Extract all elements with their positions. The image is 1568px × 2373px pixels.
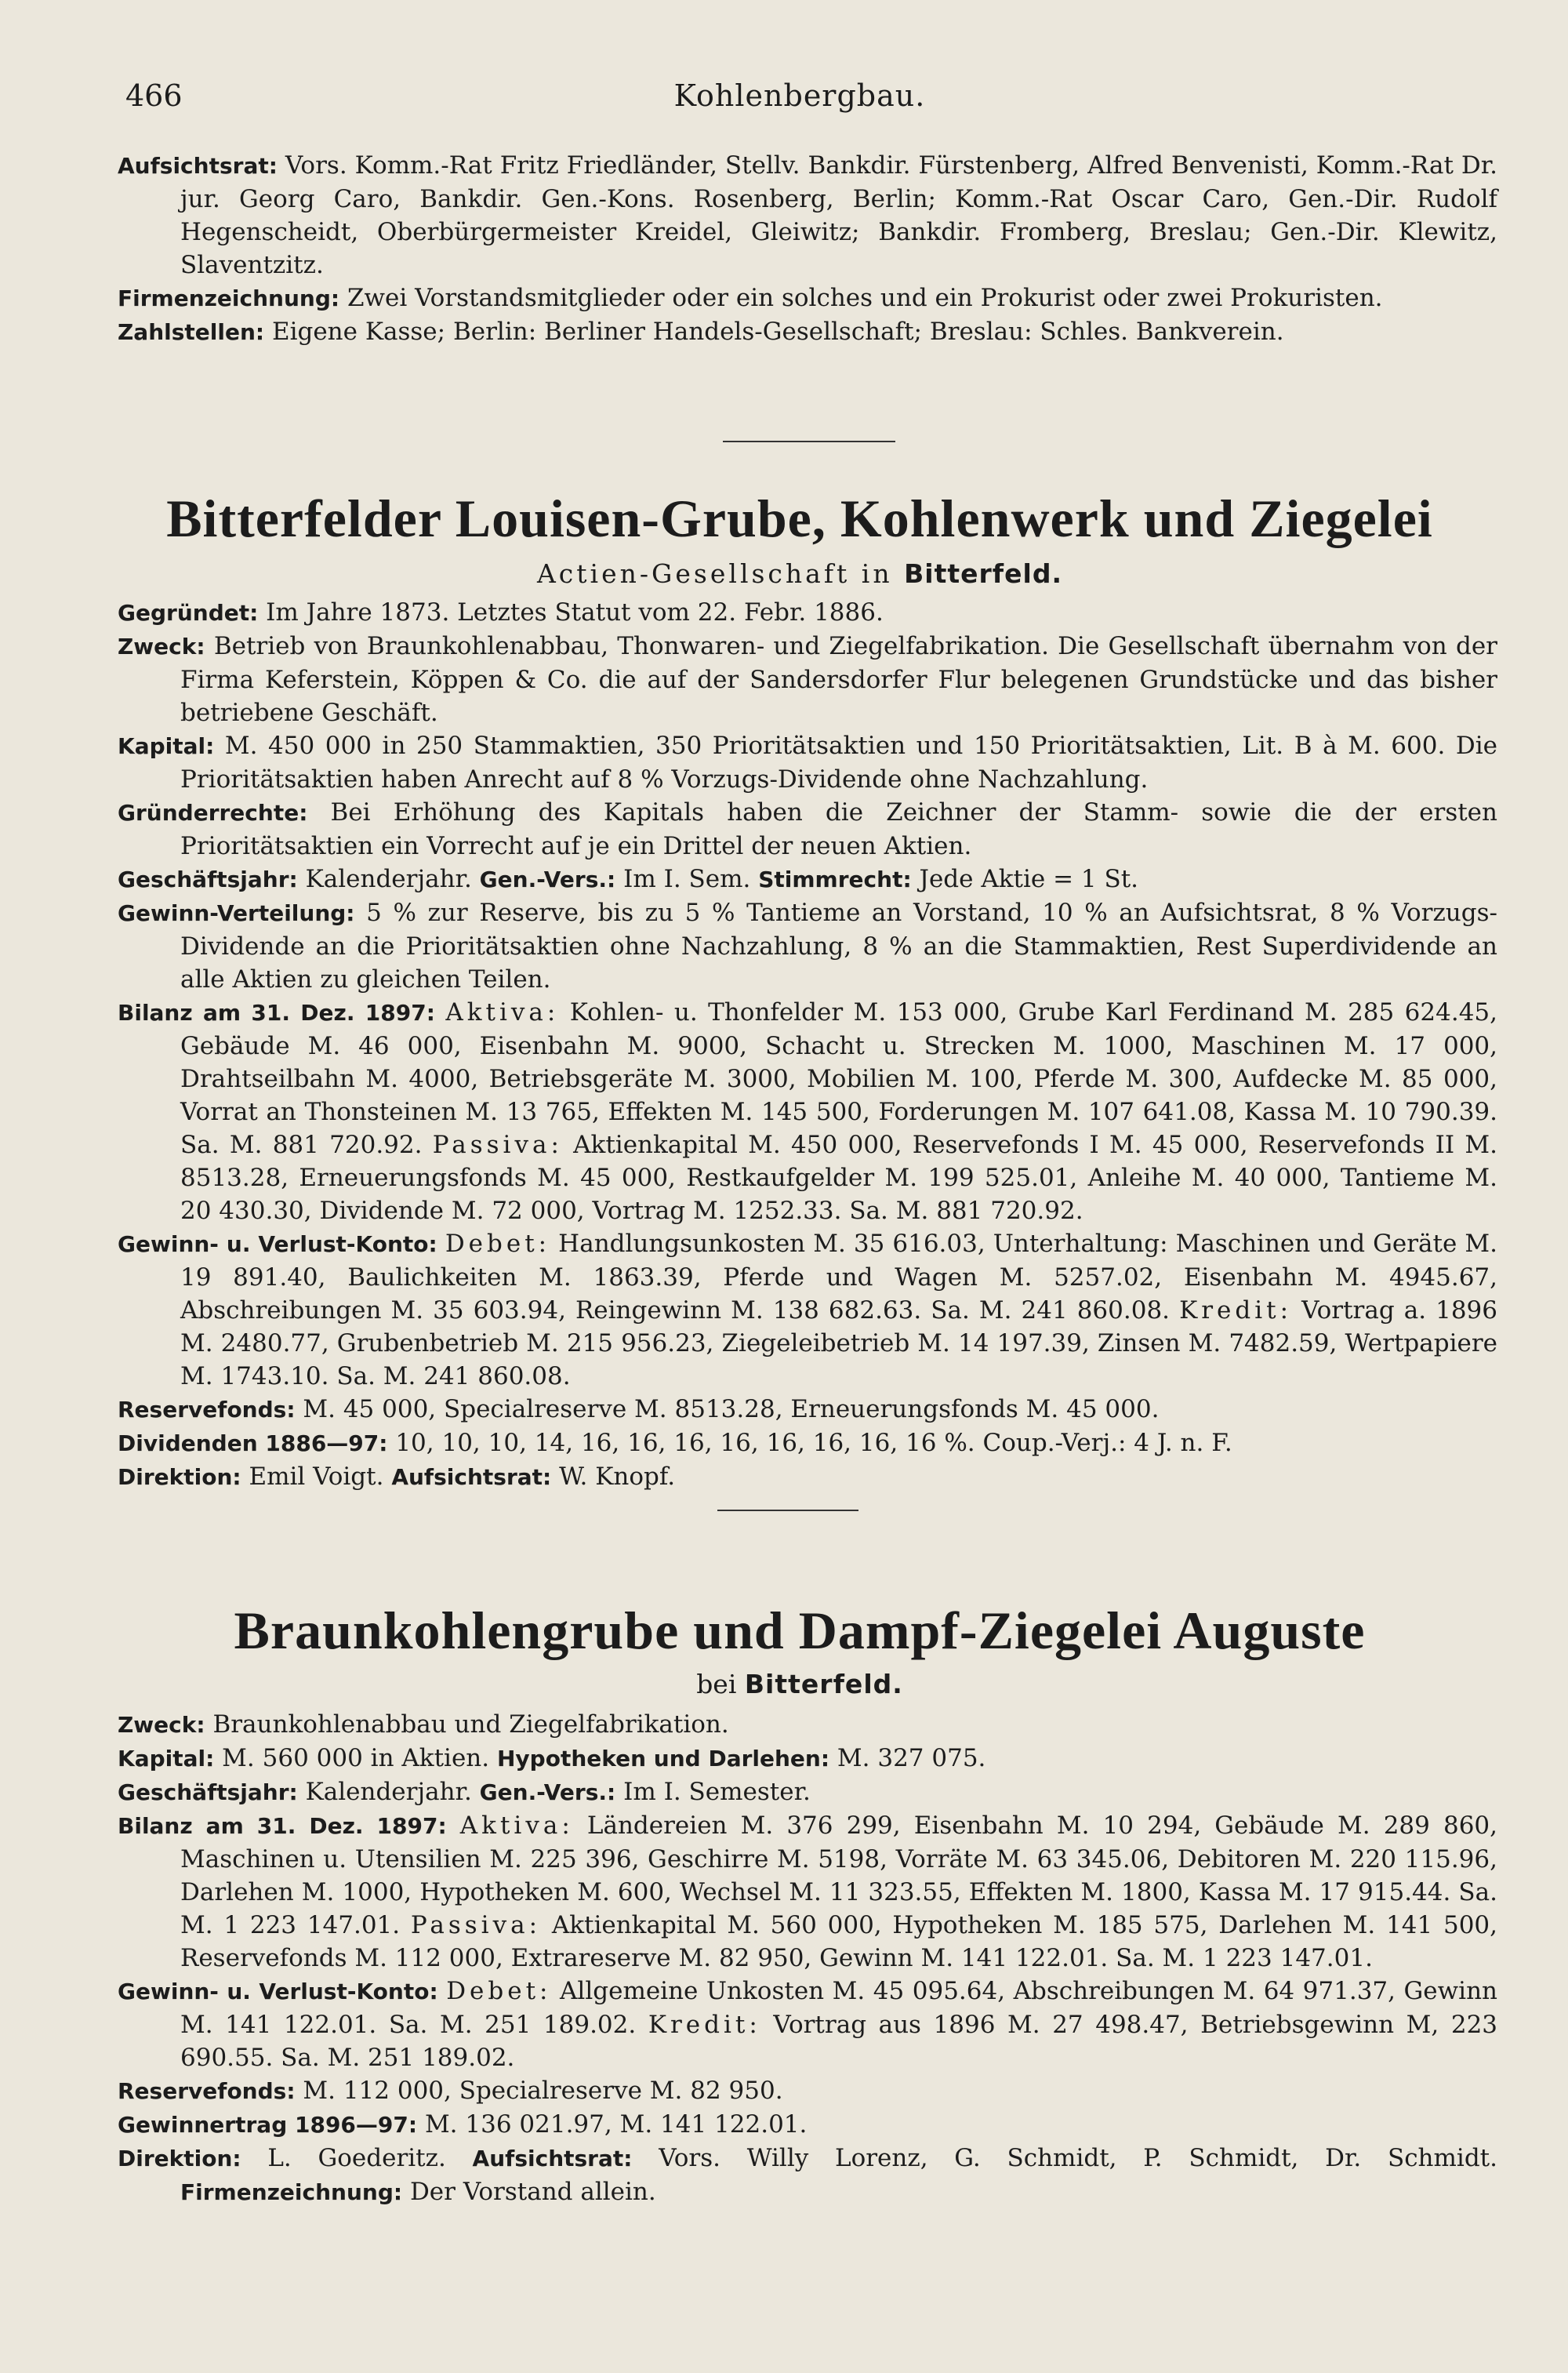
entry-text: Vors. Willy Lorenz, G. Schmidt, P. Schmidt, Dr. Schmidt. xyxy=(659,2144,1497,2172)
company1-title: Bitterfelder Louisen-Grube, Kohlenwerk und Ziegelei xyxy=(166,489,1433,548)
entry-text: Emil Voigt. xyxy=(249,1463,384,1491)
entry-text: 5 % zur Reserve, bis zu 5 % Tantieme an Vorstand, 10 % an Aufsichtsrat, 8 % Vorzugs-Dividende an die Prioritätsaktien ohne Nachzahlung, 8 % an die Stammaktien, Rest Superdividende an alle Aktien zu gleichen Teilen. xyxy=(180,899,1498,994)
direktion-entry xyxy=(118,2142,1497,2209)
entry-label: Reservefonds: xyxy=(118,1397,296,1423)
reservefonds-entry xyxy=(118,1393,1497,1426)
entry-label: Gewinn- u. Verlust-Konto: xyxy=(118,1231,437,1257)
geschaeftsjahr-entry xyxy=(118,863,1497,896)
guv-entry xyxy=(118,1975,1497,2074)
aktiva-label: Aktiva: xyxy=(445,998,560,1027)
company2-title: Braunkohlengrube und Dampf-Ziegelei Auguste xyxy=(234,1601,1366,1660)
entry-text: 10, 10, 10, 14, 16, 16, 16, 16, 16, 16, 16, 16 %. xyxy=(395,1429,975,1457)
entry-label: Zweck: xyxy=(118,634,205,660)
entry-label: Gewinnertrag 1896—97: xyxy=(118,2112,418,2138)
zweck-entry xyxy=(118,1708,1497,1742)
kredit-label: Kredit: xyxy=(648,2011,761,2039)
subtitle-prefix: bei xyxy=(696,1669,737,1699)
entry-label: Direktion: xyxy=(118,1464,241,1490)
entry-label: Zweck: xyxy=(118,1712,205,1738)
gruenderrechte-entry xyxy=(118,796,1497,863)
passiva-label: Passiva: xyxy=(432,1131,563,1159)
entry-text: Kohlen- u. Thonfelder M. 153 000, Grube Karl Ferdinand M. 285 624.45, Gebäude M. 46 000, Eisenbahn M. 9000, Schacht u. Strecken M. 1000, Maschinen M. 17 000, Drahtseilbahn M. 4000, Betriebsgeräte M. 3000, Mobilien M. 100, Pferde M. 300, Aufdecke M. 85 000, Vorrat an Thonsteinen M. 13 765, Effekten M. 145 500, Forderungen M. 107 641.08, Kassa M. 10 790.39. Sa. M. 881 720.92. xyxy=(180,998,1498,1159)
running-head: Kohlenbergbau. xyxy=(673,78,926,113)
entry-label: Bilanz am 31. Dez. 1897: xyxy=(118,1000,435,1026)
entry-label: Kapital: xyxy=(118,1746,215,1772)
entry-label: Gegründet: xyxy=(118,600,259,626)
entry-text: L. Goederitz. xyxy=(267,2144,446,2172)
entry-text: Ländereien M. 376 299, Eisenbahn M. 10 294, Gebäude M. 289 860, Maschinen u. Utensilien M. 225 396, Geschirre M. 5198, Vorräte M. 63 345.06, Debitoren M. 220 115.96, Darlehen M. 1000, Hypotheken M. 600, Wechsel M. 11 323.55, Effekten M. 1800, Kassa M. 17 915.44. Sa. M. 1 223 147.01. xyxy=(180,1812,1498,1939)
bilanz-entry xyxy=(118,996,1497,1227)
gewinnverteilung-entry xyxy=(118,896,1497,996)
entry-label: Geschäftsjahr: xyxy=(118,867,298,892)
entry-label: Aufsichtsrat: xyxy=(391,1464,552,1490)
debet-label: Debet: xyxy=(446,1977,552,2005)
entry-label: Bilanz am 31. Dez. 1897: xyxy=(118,1813,447,1839)
company1-subtitle xyxy=(94,558,1505,589)
subtitle-prefix: Actien-Gesellschaft in xyxy=(536,558,893,589)
zweck-entry xyxy=(118,630,1497,729)
entry-text: M. 136 021.97, M. 141 122.01. xyxy=(424,2110,808,2139)
entry-text: M. 560 000 in Aktien. xyxy=(222,1744,490,1772)
entry-label: Gewinn- u. Verlust-Konto: xyxy=(118,1979,438,2004)
entry-label: Hypotheken und Darlehen: xyxy=(496,1746,830,1772)
previous-entry-continuation xyxy=(118,149,1497,349)
section-divider xyxy=(717,1510,858,1511)
entry-label: Aufsichtsrat: xyxy=(472,2146,633,2171)
page-header xyxy=(125,78,1474,125)
entry-text: M. 112 000, Specialreserve M. 82 950. xyxy=(303,2077,783,2105)
entry-text: Vors. Komm.-Rat Fritz Friedländer, Stellv. Bankdir. Fürstenberg, Alfred Benvenisti, Komm.-Rat Dr. jur. Georg Caro, Bankdir. Gen.-Kons. Rosenberg, Berlin; Komm.-Rat Oscar Caro, Gen.-Dir. Rudolf Hegenscheidt, Oberbürgermeister Kreidel, Gleiwitz; Bankdir. Fromberg, Breslau; Gen.-Dir. Klewitz, Slaventzitz. xyxy=(180,151,1497,279)
entry-label: Gründerrechte: xyxy=(118,800,308,826)
kapital-entry xyxy=(118,1742,1497,1775)
entry-text: Betrieb von Braunkohlenabbau, Thonwaren- und Ziegelfabrikation. Die Gesellschaft übernahm von der Firma Keferstein, Köppen & Co. die auf der Sandersdorfer Flur belegenen Grundstücke und das bisher betriebene Geschäft. xyxy=(180,632,1497,727)
direktion-entry xyxy=(118,1460,1497,1494)
debet-label: Debet: xyxy=(445,1230,551,1258)
entry-label: Firmenzeichnung: xyxy=(118,285,340,311)
subtitle-place: Bitterfeld. xyxy=(744,1669,903,1699)
entry-text: Handlungsunkosten M. 35 616.03, Unterhaltung: Maschinen und Geräte M. 19 891.40, Baulichkeiten M. 1863.39, Pferde und Wagen M. 5257.02, Eisenbahn M. 4945.67, Abschreibungen M. 35 603.94, Reingewinn M. 138 682.63. Sa. M. 241 860.08. xyxy=(180,1230,1497,1325)
entry-label: Stimmrecht: xyxy=(758,867,912,892)
company1-body xyxy=(118,596,1497,1494)
aufsichtsrat-entry xyxy=(118,149,1497,282)
guv-entry xyxy=(118,1227,1497,1393)
entry-label: Kapital: xyxy=(118,733,215,759)
aktiva-label: Aktiva: xyxy=(459,1812,574,1840)
entry-label: Gen.-Vers.: xyxy=(479,1779,616,1805)
entry-text: M. 327 075. xyxy=(837,1744,986,1772)
firmenzeichnung-entry xyxy=(118,282,1497,315)
entry-text: Jede Aktie = 1 St. xyxy=(919,865,1139,893)
entry-label: Firmenzeichnung: xyxy=(180,2179,403,2205)
reservefonds-entry xyxy=(118,2074,1497,2108)
gewinnertrag-entry xyxy=(118,2108,1497,2142)
kredit-label: Kredit: xyxy=(1179,1296,1293,1325)
passiva-label: Passiva: xyxy=(410,1911,542,1939)
entry-label: Direktion: xyxy=(118,2146,241,2171)
company2-body xyxy=(118,1708,1497,2209)
entry-text: Eigene Kasse; Berlin: Berliner Handels-Gesellschaft; Breslau: Schles. Bankverein. xyxy=(271,318,1284,346)
entry-text: Zwei Vorstandsmitglieder oder ein solches und ein Prokurist oder zwei Prokuristen. xyxy=(347,284,1383,312)
entry-text: W. Knopf. xyxy=(559,1463,676,1491)
zahlstellen-entry xyxy=(118,315,1497,349)
company2-subtitle xyxy=(94,1669,1505,1699)
entry-text: Der Vorstand allein. xyxy=(409,2178,656,2206)
dividenden-entry xyxy=(118,1426,1497,1460)
entry-label: Gewinn-Verteilung: xyxy=(118,900,355,926)
gegruendet-entry xyxy=(118,596,1497,630)
entry-label: Reservefonds: xyxy=(118,2078,296,2104)
entry-label: Gen.-Vers.: xyxy=(479,867,616,892)
kapital-entry xyxy=(118,729,1497,796)
subtitle-place: Bitterfeld. xyxy=(904,558,1063,589)
geschaeftsjahr-entry xyxy=(118,1775,1497,1809)
entry-label: Aufsichtsrat: xyxy=(118,153,278,179)
entry-text: Im Jahre 1873. Letztes Statut vom 22. Febr. 1886. xyxy=(266,598,884,627)
entry-text: Aktienkapital M. 450 000, Reservefonds I M. 45 000, Reservefonds II M. 8513.28, Erneuerungsfonds M. 45 000, Restkaufgelder M. 199 525.01, Anleihe M. 40 000, Tantieme M. 20 430.30, Dividende M. 72 000, Vortrag M. 1252.33. Sa. M. 881 720.92. xyxy=(180,1131,1498,1225)
entry-text: Kalenderjahr. xyxy=(305,865,472,893)
entry-text: Allgemeine Unkosten M. 45 095.64, Abschreibungen M. 64 971.37, Gewinn M. 141 122.01. Sa. M. 251 189.02. xyxy=(180,1977,1498,2039)
entry-label: Dividenden 1886—97: xyxy=(118,1430,388,1456)
entry-label: Geschäftsjahr: xyxy=(118,1779,298,1805)
entry-text: Bei Erhöhung des Kapitals haben die Zeichner der Stamm- sowie die der ersten Prioritätsaktien ein Vorrecht auf je ein Drittel der neuen Aktien. xyxy=(180,798,1497,860)
entry-text: Coup.-Verj.: 4 J. n. F. xyxy=(982,1429,1232,1457)
entry-text: Vortrag aus 1896 M. 27 498.47, Betriebsgewinn M, 223 690.55. Sa. M. 251 189.02. xyxy=(180,2011,1498,2072)
entry-text: Kalenderjahr. xyxy=(305,1778,472,1806)
entry-text: M. 45 000, Specialreserve M. 8513.28, Erneuerungsfonds M. 45 000. xyxy=(303,1395,1160,1423)
entry-text: Aktienkapital M. 560 000, Hypotheken M. 185 575, Darlehen M. 141 500, Reservefonds M. 112 000, Extrareserve M. 82 950, Gewinn M. 141 122.01. Sa. M. 1 223 147.01. xyxy=(180,1911,1498,1972)
entry-text: Im I. Semester. xyxy=(623,1778,811,1806)
entry-text: M. 450 000 in 250 Stammaktien, 350 Prioritätsaktien und 150 Prioritätsaktien, Lit. B à M. 600. Die Prioritätsaktien haben Anrecht auf 8 % Vorzugs-Dividende ohne Nachzahlung. xyxy=(180,732,1498,794)
bilanz-entry xyxy=(118,1809,1497,1975)
page-number: 466 xyxy=(125,78,183,113)
section-divider xyxy=(723,441,895,442)
entry-label: Zahlstellen: xyxy=(118,319,265,345)
entry-text: Braunkohlenabbau und Ziegelfabrikation. xyxy=(212,1710,729,1739)
entry-text: Vortrag a. 1896 M. 2480.77, Grubenbetrieb M. 215 956.23, Ziegeleibetrieb M. 14 197.39, Zinsen M. 7482.59, Wertpapiere M. 1743.10. Sa. M. 241 860.08. xyxy=(180,1296,1497,1390)
entry-text: Im I. Sem. xyxy=(623,865,751,893)
